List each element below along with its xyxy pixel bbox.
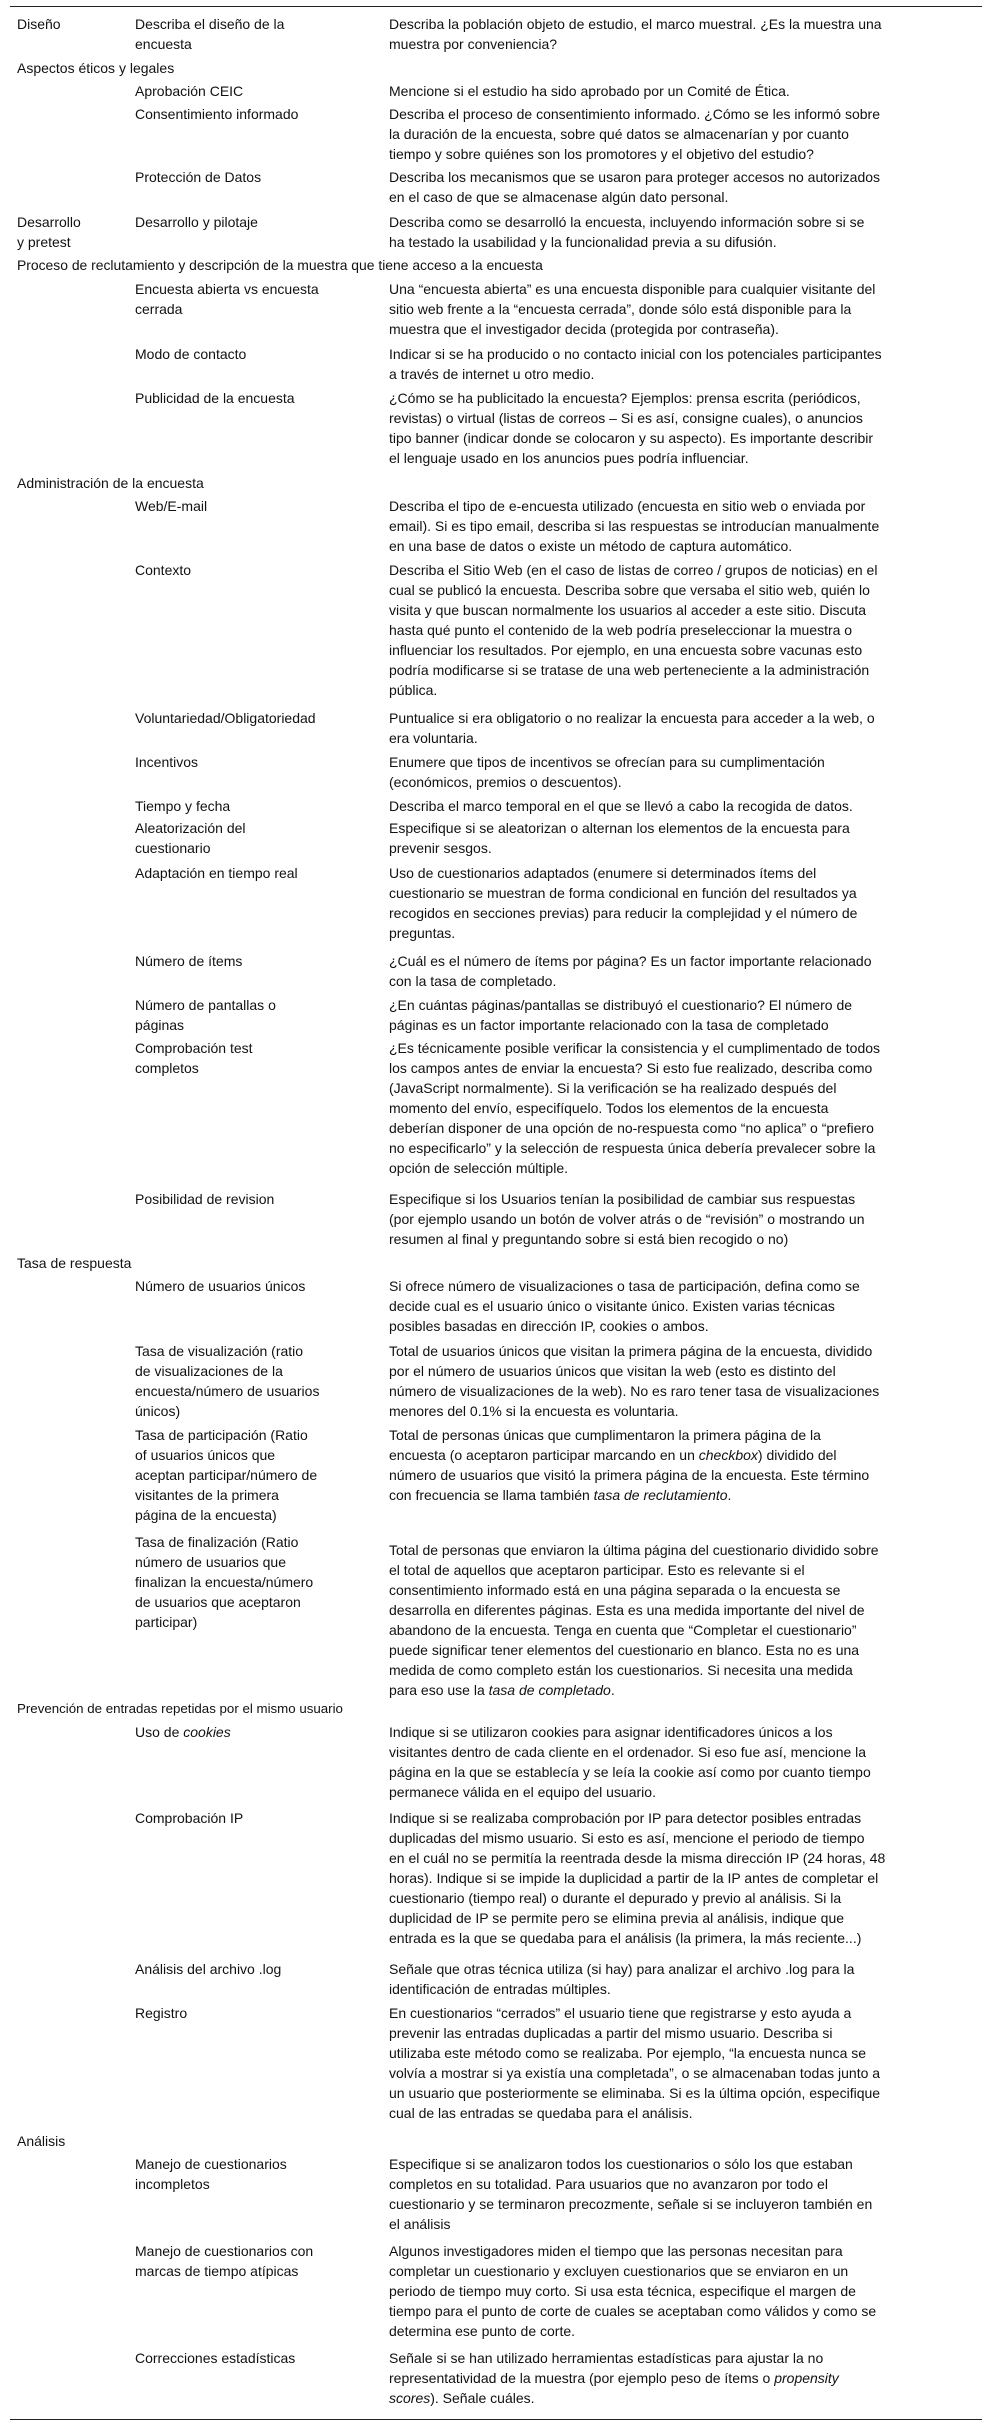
item-cell: Tasa de finalización (Ratio número de usuarios que finalizan la encuesta/número de usuarios que aceptaron participar) (135, 1534, 314, 1630)
description-cell: Uso de cuestionarios adaptados (enumere si determinados ítems del cuestionario se muestran de forma condicional en función del resultados ya recogidos en secciones previas) para reducir la complejidad y el número de preguntas. (389, 865, 858, 941)
group-cell: Diseño (17, 16, 61, 32)
item-cell: Manejo de cuestionarios con marcas de tiempo atípicas (135, 2243, 314, 2279)
description-cell: Indicar si se ha producido o no contacto inicial con los potenciales participantes a través de internet u otro medio. (389, 346, 882, 382)
description-cell: Describa el marco temporal en el que se llevó a cabo la recogida de datos. (389, 798, 853, 814)
item-cell: Análisis del archivo .log (135, 1961, 282, 1977)
description-text: Total de personas que enviaron la última página del cuestionario dividido sobre el total de aquellos que aceptaron participar. Esto es relevante si el consentimiento informado está en una página separada o la encuesta se desarrolla en diferentes páginas. Esta es una medida importante del nivel de abandono de la encuesta. Tenga en cuenta que “Completar el cuestionario” puede significar tener elementos del cuestionario en blanco. Esta no es una medida de como completo están los cuestionarios. Si necesita una medida para eso use la tasa de completado. (389, 1542, 879, 1698)
item-cell: Adaptación en tiempo real (135, 865, 298, 881)
item-cell: Desarrollo y pilotaje (135, 214, 258, 230)
description-cell: Una “encuesta abierta” es una encuesta disponible para cualquier visitante del sitio web frente a la “encuesta cerrada”, donde sólo está disponible para la muestra que el investigador decida (protegida por contraseña). (389, 281, 876, 337)
description-text: Total de personas únicas que cumplimentaron la primera página de la encuesta (o aceptaron participar marcando en un checkbox) dividido del número de usuarios que visitó la primera página de la encuesta. Este término con frecuencia se llama también tasa de reclutamiento. (389, 1427, 870, 1503)
description-cell: Algunos investigadores miden el tiempo que las personas necesitan para completar un cuestionario y excluyen cuestionarios que se enviaron en un periodo de tiempo muy corto. Si usa esta técnica, especifique el margen de tiempo para el punto de corte de cuales se aceptaban como válidos y como se determina ese punto de corte. (389, 2243, 877, 2339)
item-cell: Publicidad de la encuesta (135, 390, 295, 406)
item-cell: Encuesta abierta vs encuesta cerrada (135, 281, 319, 317)
description-cell: ¿En cuántas páginas/pantallas se distribuyó el cuestionario? El número de páginas es un factor importante relacionado con la tasa de completado (389, 997, 853, 1033)
item-cell: Aleatorización del cuestionario (135, 820, 246, 856)
item-cell: Aprobación CEIC (135, 83, 244, 99)
item-cell: Tiempo y fecha (135, 798, 231, 814)
item-cell: Protección de Datos (135, 169, 262, 185)
description-cell: Describa la población objeto de estudio, el marco muestral. ¿Es la muestra una muestra por conveniencia? (389, 16, 882, 52)
description-cell: Total de usuarios únicos que visitan la primera página de la encuesta, dividido por el número de usuarios únicos que visitan la web (esto es distinto del número de visualizaciones de la web). No es raro tener tasa de visualizaciones menores del 0.1% si la encuesta es voluntaria. (389, 1343, 880, 1419)
section-title: Aspectos éticos y legales (17, 60, 175, 76)
item-cell: Tasa de participación (Ratio of usuarios únicos que aceptan participar/número de visitantes de la primera página de la encuesta) (135, 1427, 318, 1523)
description-cell: Describa como se desarrolló la encuesta, incluyendo información sobre si se ha testado la usabilidad y la funcionalidad previa a su difusión. (389, 214, 865, 250)
description-cell: Señale que otras técnica utiliza (si hay) para analizar el archivo .log para la identificación de entradas múltiples. (389, 1961, 855, 1997)
description-cell: Especifique si se aleatorizan o alternan los elementos de la encuesta para prevenir sesgos. (389, 820, 850, 856)
description-cell: Indique si se utilizaron cookies para asignar identificadores únicos a los visitantes dentro de cada cliente en el ordenador. Si eso fue así, mencione la página en la que se establecía y se leía la cookie así como por cuanto tiempo permanece válida en el equipo del usuario. (389, 1724, 871, 1800)
description-cell: Mencione si el estudio ha sido aprobado por un Comité de Ética. (389, 83, 790, 99)
description-cell: En cuestionarios “cerrados” el usuario tiene que registrarse y esto ayuda a prevenir las entradas duplicadas a partir del mismo usuario. Describa si utilizaba este método como se realizaba. Por ejemplo, “la encuesta nunca se volvía a mostrar si ya existía una completada”, o se almacenaban todas junto a un usuario que posteriormente se eliminaba. Si es la última opción, especifique cual de las entradas se quedaba para el análisis. (389, 2005, 881, 2121)
top-rule (10, 6, 982, 7)
section-title: Tasa de respuesta (17, 1255, 132, 1271)
item-cell: Número de ítems (135, 953, 243, 969)
group-cell: Desarrollo y pretest (17, 214, 81, 250)
item-cell: Correcciones estadísticas (135, 2350, 296, 2366)
item-cell: Comprobación test completos (135, 1040, 253, 1076)
section-title: Análisis (17, 2133, 66, 2149)
item-cell: Tasa de visualización (ratio de visualizaciones de la encuesta/número de usuarios únicos) (135, 1343, 320, 1419)
section-title: Administración de la encuesta (17, 475, 204, 491)
item-cell: Registro (135, 2005, 188, 2021)
section-title: Proceso de reclutamiento y descripción de la muestra que tiene acceso a la encuesta (17, 257, 543, 273)
item-cell: Contexto (135, 562, 192, 578)
description-cell: Si ofrece número de visualizaciones o tasa de participación, defina como se decide cual es el usuario único o visitante único. Existen varias técnicas posibles basadas en dirección IP, cookies o ambos. (389, 1278, 860, 1334)
description-cell (389, 1540, 977, 1700)
item-cell: Número de pantallas o páginas (135, 997, 276, 1033)
description-cell: Indique si se realizaba comprobación por IP para detector posibles entradas duplicadas del mismo usuario. Si esto es así, mencione el periodo de tiempo en el cuál no se permitía la reentrada desde la misma dirección IP (24 horas, 48 horas). Indique si se impide la duplicidad a partir de la IP antes de completar el cuestionario (tiempo real) o durante el depurado y previo al análisis. Si la duplicidad de IP se permite pero se elimina previa al análisis, indique que entrada es la que se quedaba para el análisis (la primera, la más reciente...) (389, 1810, 886, 1946)
item-cell: Consentimiento informado (135, 106, 299, 122)
description-cell: ¿Cuál es el número de ítems por página? Es un factor importante relacionado con la tasa de completado. (389, 953, 872, 989)
item-cell (135, 1722, 380, 1742)
description-cell: Describa los mecanismos que se usaron para proteger accesos no autorizados en el caso de que se almacenase algún dato personal. (389, 169, 881, 205)
section-title: Prevención de entradas repetidas por el mismo usuario (17, 1701, 343, 1716)
description-cell (389, 1425, 977, 1505)
description-cell (389, 2348, 977, 2408)
description-cell: Describa el tipo de e-encuesta utilizado (encuesta en sitio web o enviada por email). Si es tipo email, describa si las respuestas se introducían manualmente en una base de datos o existe un método de captura automático. (389, 498, 880, 554)
description-cell: Especifique si los Usuarios tenían la posibilidad de cambiar sus respuestas (por ejemplo usando un botón de volver atrás o de “revisión” o mostrando un resumen al final y preguntando sobre si está bien recogido o no) (389, 1191, 865, 1247)
item-text: Uso de cookies (135, 1724, 231, 1740)
item-cell: Comprobación IP (135, 1810, 244, 1826)
bottom-rule (10, 2419, 982, 2420)
description-text: Señale si se han utilizado herramientas estadísticas para ajustar la no representatividad de la muestra (por ejemplo peso de ítems o propensity scores). Señale cuáles. (389, 2350, 839, 2406)
item-cell: Incentivos (135, 754, 199, 770)
description-cell: Describa el Sitio Web (en el caso de listas de correo / grupos de noticias) en el cual se publicó la encuesta. Describa sobre que versaba el sitio web, quién lo visita y que buscan normalmente los usuarios al acceder a este sitio. Discuta hasta qué punto el contenido de la web podría preseleccionar la muestra o influenciar los resultados. Por ejemplo, en una encuesta sobre vacunas esto podría modificarse si se tratase de una web perteneciente a la administración pública. (389, 562, 878, 698)
item-cell: Voluntariedad/Obligatoriedad (135, 710, 316, 726)
description-cell: Especifique si se analizaron todos los cuestionarios o sólo los que estaban completos en su totalidad. Para usuarios que no avanzaron por todo el cuestionario y se terminaron precozmente, señale si se incluyeron también en el análisis (389, 2156, 873, 2232)
description-cell: Puntualice si era obligatorio o no realizar la encuesta para acceder a la web, o era voluntaria. (389, 710, 875, 746)
description-cell: Describa el proceso de consentimiento informado. ¿Cómo se les informó sobre la duración de la encuesta, sobre qué datos se almacenarían y por cuanto tiempo y sobre quiénes son los promotores y el objetivo del estudio? (389, 106, 881, 162)
description-cell: ¿Cómo se ha publicitado la encuesta? Ejemplos: prensa escrita (periódicos, revistas) o virtual (listas de correos – Si es así, consigne cuales), o anuncios tipo banner (indicar donde se colocaron y su aspecto). Es importante describir el lenguaje usado en los anuncios pues podría influenciar. (389, 390, 874, 466)
item-cell: Describa el diseño de la encuesta (135, 16, 285, 52)
item-cell: Posibilidad de revision (135, 1191, 275, 1207)
description-cell: ¿Es técnicamente posible verificar la consistencia y el cumplimentado de todos los campos antes de enviar la encuesta? Si esto fue realizado, describa como (JavaScript normalmente). Si la verificación se ha realizado después del momento del envío, especifíquelo. Todos los elementos de la encuesta deberían disponer de una opción de no-respuesta como “no aplica” o “prefiero no especificarlo” y la selección de respuesta única debería prevalecer sobre la opción de selección múltiple. (389, 1040, 881, 1176)
description-cell: Enumere que tipos de incentivos se ofrecían para su cumplimentación (económicos, premios o descuentos). (389, 754, 825, 790)
item-cell: Manejo de cuestionarios incompletos (135, 2156, 287, 2192)
item-cell: Modo de contacto (135, 346, 247, 362)
item-cell: Número de usuarios únicos (135, 1278, 306, 1294)
item-cell: Web/E-mail (135, 498, 208, 514)
